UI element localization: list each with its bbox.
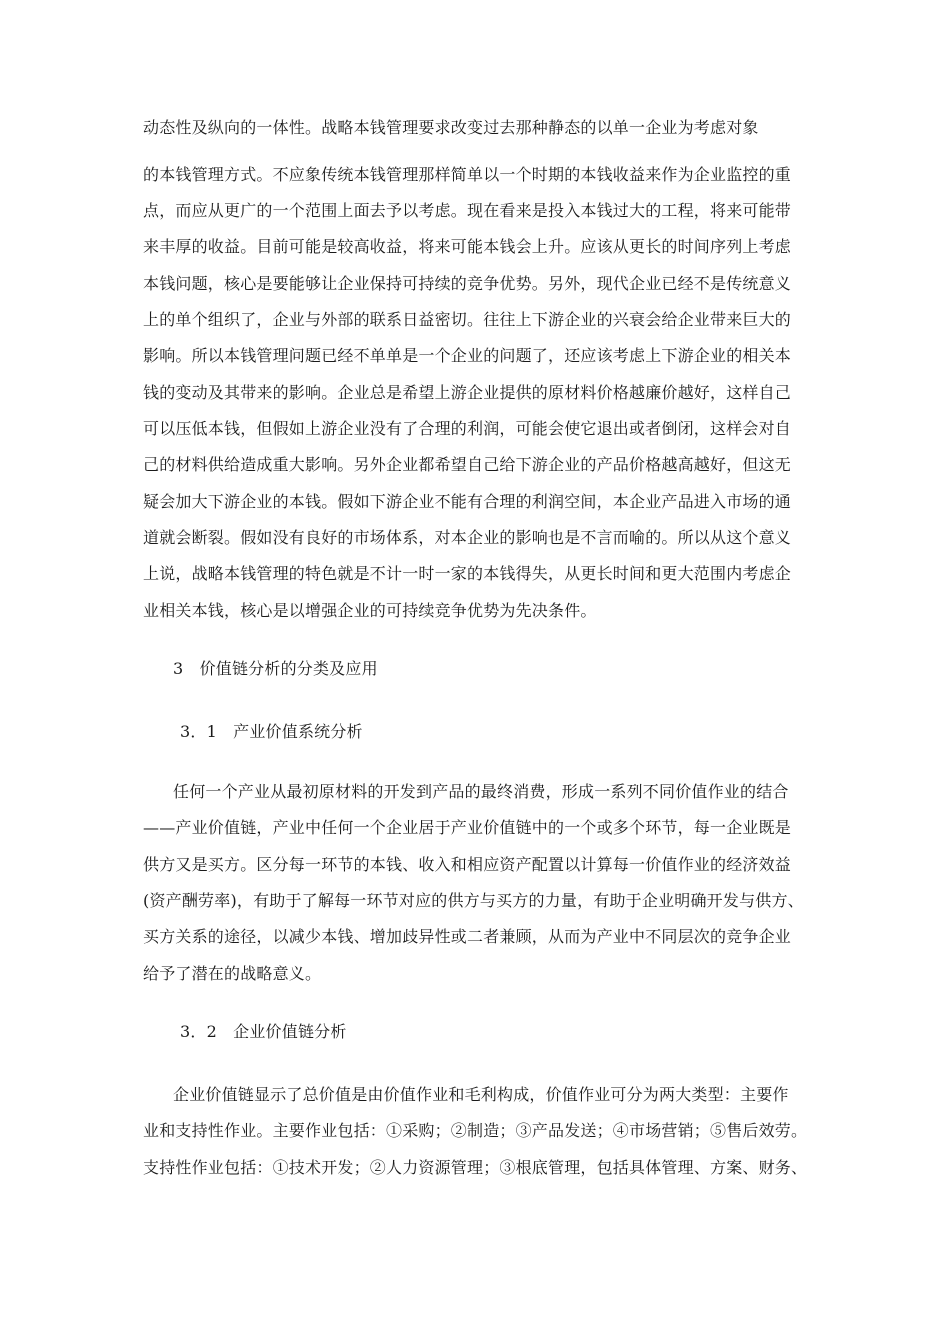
text-line: 业相关本钱，核心是以增强企业的可持续竞争优势为先决条件。 [143,601,597,620]
text-line: 钱的变动及其带来的影响。企业总是希望上游企业提供的原材料价格越廉价越好，这样自己 [143,383,792,402]
text-line: 来丰厚的收益。目前可能是较高收益，将来可能本钱会上升。应该从更长的时间序列上考虑 [143,237,792,256]
section-heading-3-1: 3．1 产业价值系统分析 [180,722,363,741]
text-line: 业和支持性作业。主要作业包括：①采购；②制造；③产品发送；④市场营销；⑤售后效劳。 [143,1121,808,1140]
text-line: 可以压低本钱，但假如上游企业没有了合理的利润，可能会使它退出或者倒闭，这样会对自 [143,419,792,438]
text-line: 动态性及纵向的一体性。战略本钱管理要求改变过去那种静态的以单一企业为考虑对象 [143,118,759,137]
text-line: 买方关系的途径，以减少本钱、增加歧异性或二者兼顾，从而为产业中不同层次的竞争企业 [143,927,792,946]
text-line: 本钱问题，核心是要能够让企业保持可持续的竞争优势。另外，现代企业已经不是传统意义 [143,274,792,293]
text-line: 支持性作业包括：①技术开发；②人力资源管理；③根底管理，包括具体管理、方案、财务、 [143,1158,808,1177]
text-line: 供方又是买方。区分每一环节的本钱、收入和相应资产配置以计算每一价值作业的经济效益 [143,855,792,874]
text-line: (资产酬劳率)，有助于了解每一环节对应的供方与买方的力量，有助于企业明确开发与供方、 [143,891,804,910]
text-line: 疑会加大下游企业的本钱。假如下游企业不能有合理的利润空间，本企业产品进入市场的通 [143,492,792,511]
text-line: 任何一个产业从最初原材料的开发到产品的最终消费，形成一系列不同价值作业的结合 [173,782,789,801]
text-line: 上说，战略本钱管理的特色就是不计一时一家的本钱得失，从更长时间和更大范围内考虑企 [143,564,792,583]
text-line: 给予了潜在的战略意义。 [143,964,322,983]
section-heading-3-2: 3．2 企业价值链分析 [180,1022,347,1041]
text-line: 的本钱管理方式。不应象传统本钱管理那样简单以一个时期的本钱收益来作为企业监控的重 [143,165,792,184]
text-line: 点，而应从更广的一个范围上面去予以考虑。现在看来是投入本钱过大的工程，将来可能带 [143,201,792,220]
text-line: 影响。所以本钱管理问题已经不单单是一个企业的问题了，还应该考虑上下游企业的相关本 [143,346,792,365]
text-line: ——产业价值链，产业中任何一个企业居于产业价值链中的一个或多个环节，每一企业既是 [143,818,792,837]
text-line: 上的单个组织了，企业与外部的联系日益密切。往往上下游企业的兴衰会给企业带来巨大的 [143,310,792,329]
section-heading-3: 3 价值链分析的分类及应用 [173,659,378,678]
text-line: 己的材料供给造成重大影响。另外企业都希望自己给下游企业的产品价格越高越好，但这无 [143,455,792,474]
text-line: 企业价值链显示了总价值是由价值作业和毛利构成，价值作业可分为两大类型：主要作 [173,1085,789,1104]
text-line: 道就会断裂。假如没有良好的市场体系，对本企业的影响也是不言而喻的。所以从这个意义 [143,528,792,547]
